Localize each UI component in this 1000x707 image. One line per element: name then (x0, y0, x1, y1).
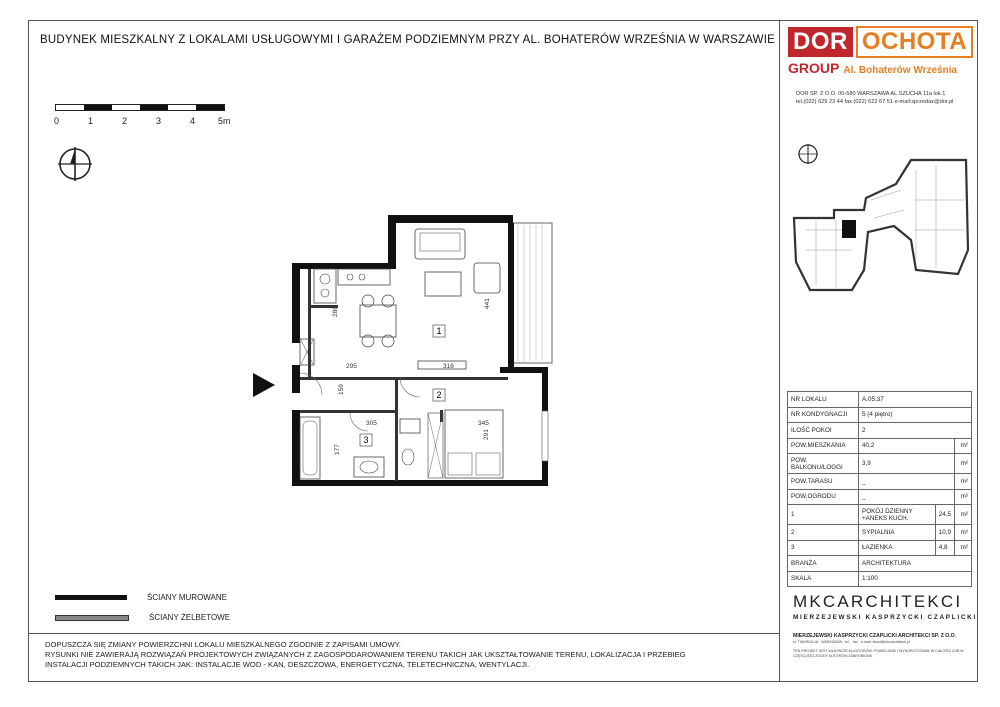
info-unit: m² (955, 489, 972, 505)
info-value: _ (859, 489, 955, 505)
masonry-swatch (55, 595, 127, 600)
room-number: 2 (436, 390, 442, 400)
dimension-label: 177 (334, 444, 341, 455)
concrete-swatch (55, 615, 129, 621)
info-unit: m² (955, 540, 972, 556)
info-row (788, 392, 972, 408)
apartment-highlight (842, 220, 856, 238)
note-line: DOPUSZCZA SIĘ ZMIANY POWIERZCHNI LOKALU MIESZKALNEGO ZGODNIE Z ZAPISAMI UMOWY. (45, 640, 401, 649)
room-row (788, 540, 972, 556)
info-key: POW.OGRODU (788, 489, 859, 505)
room-number: 3 (363, 435, 369, 445)
room-area: 4,8 (935, 540, 954, 556)
info-value: 40,2 (859, 438, 955, 454)
info-unit: m² (955, 505, 972, 525)
legend-masonry: ŚCIANY MUROWANE (147, 593, 228, 602)
logo-dor: DOR (788, 27, 853, 57)
architect-subtitle: MIERZEJEWSKI KASPRZYCKI CZAPLICKI (793, 614, 977, 621)
scale-label: 0 (54, 116, 60, 126)
info-unit: m² (955, 525, 972, 541)
info-value: A.05.37 (859, 392, 972, 408)
dimension-label: 441 (484, 298, 491, 309)
dimension-label: 316 (443, 363, 454, 370)
info-row (788, 438, 972, 454)
architect-firm: MIERZEJEWSKI KASPRZYCKI CZAPLICKI ARCHITEKCI SP. Z O.O. (793, 633, 957, 639)
room-nr: 3 (788, 540, 859, 556)
entry-arrow-icon (253, 373, 275, 397)
dimension-label: 286 (332, 306, 339, 317)
info-row (788, 454, 972, 474)
info-value: 2 (859, 423, 972, 439)
masonry-walls (292, 215, 548, 486)
room-number: 1 (436, 326, 442, 336)
developer-logo (788, 26, 973, 76)
info-row (788, 407, 972, 423)
scale-label: 5m (218, 116, 231, 126)
scale-label: 2 (122, 116, 128, 126)
room-area: 24,5 (935, 505, 954, 525)
info-key: SKALA (788, 571, 859, 587)
notes-divider (28, 633, 779, 634)
building-key-plan (786, 140, 976, 310)
info-key: POW.TARASU (788, 474, 859, 490)
legend-concrete: ŚCIANY ŻELBETOWE (149, 613, 231, 622)
room-nr: 1 (788, 505, 859, 525)
logo-group: GROUP (788, 60, 840, 76)
scale-label: 3 (156, 116, 162, 126)
architect-name: MKCARCHITEKCI (793, 592, 963, 611)
info-row (788, 474, 972, 490)
info-row (788, 571, 972, 587)
info-row (788, 556, 972, 572)
note-line: INSTALACJI PODZIEMNYCH TAKICH JAK: INSTALACJE WOD - KAN, DESZCZOWA, ENERGETYCZNA, TELETECHNICZNA, WENTYLACJI. (45, 660, 530, 669)
room-nr: 2 (788, 525, 859, 541)
notes (45, 640, 765, 670)
scale-label: 1 (88, 116, 94, 126)
info-key: BRANŻA (788, 556, 859, 572)
info-unit: m² (955, 454, 972, 474)
room-row (788, 505, 972, 525)
scale-label: 4 (190, 116, 196, 126)
info-value: _ (859, 474, 955, 490)
room-area: 10,9 (935, 525, 954, 541)
info-key: ILOŚĆ POKOI (788, 423, 859, 439)
apartment-floor-plan (250, 205, 560, 490)
info-unit: m² (955, 438, 972, 454)
logo-ochota: OCHOTA (856, 26, 973, 58)
info-key: NR KONDYGNACJI (788, 407, 859, 423)
dimension-label: 345 (478, 420, 489, 427)
info-key: POW. BALKONU/LOGGI (788, 454, 859, 474)
room-row (788, 525, 972, 541)
info-value: 3,9 (859, 454, 955, 474)
info-value: ARCHITEKTURA (859, 556, 972, 572)
dimension-label: 295 (346, 363, 357, 370)
info-row (788, 489, 972, 505)
info-value: 1:100 (859, 571, 972, 587)
room-name: POKÓJ DZIENNY +ANEKS KUCH. (859, 505, 936, 525)
scale-bar (55, 104, 225, 111)
info-value: 5 (4 piętro) (859, 407, 972, 423)
room-name: ŁAZIENKA (859, 540, 936, 556)
north-compass-icon (56, 145, 96, 185)
dimension-label: 291 (483, 429, 490, 440)
dimension-label: 159 (338, 384, 345, 395)
title-block-divider (779, 20, 780, 682)
architect-disclaimer: TEN PROJEKT JEST WŁASNOŚCIĄ AUTORÓW. POWIELANIE I WYKORZYSTANIE W CAŁOŚCI LUB W CZĘŚCI BEZ ZGODY AUTORÓW ZABRONIONE. (793, 649, 964, 658)
info-row (788, 423, 972, 439)
dimension-label: 305 (366, 420, 377, 427)
apartment-info-table (787, 391, 972, 587)
info-key: POW.MIESZKANIA (788, 438, 859, 454)
drawing-title: BUDYNEK MIESZKALNY Z LOKALAMI USŁUGOWYMI I GARAŻEM PODZIEMNYM PRZY AL. BOHATERÓW WRZEŚNIA W WARSZAWIE (40, 34, 775, 46)
company-phone: tel.(022) 629 23 44 fax.(022) 622 67 51 e-mail:sprzedaz@dor.pl (796, 99, 954, 105)
note-line: RYSUNKI NIE ZAWIERAJĄ ROZWIĄZAŃ PROJEKTOWYCH ZWIĄZANYCH Z ZAGOSPODAROWANIEM TERENU TAKICH JAK UKSZTAŁTOWANIE TERENU, LOKALIZACJA I PRZEBIEG (45, 650, 686, 659)
info-key: NR LOKALU (788, 392, 859, 408)
developer-contact (796, 90, 953, 106)
legend (55, 593, 230, 633)
info-unit: m² (955, 474, 972, 490)
architect-block (793, 592, 977, 659)
room-name: SYPIALNIA (859, 525, 936, 541)
company-address: DOR SP. Z O.O. 00-580 WARSZAWA AL.SZUCHA 11a lok.1 (796, 91, 946, 97)
architect-address: ul. TWARDA 18 · WARSZAWA · tel. · fax · e-mail: biuro@mkcarchitekci.pl (793, 640, 910, 644)
logo-street: Al. Bohaterów Września (843, 65, 958, 76)
